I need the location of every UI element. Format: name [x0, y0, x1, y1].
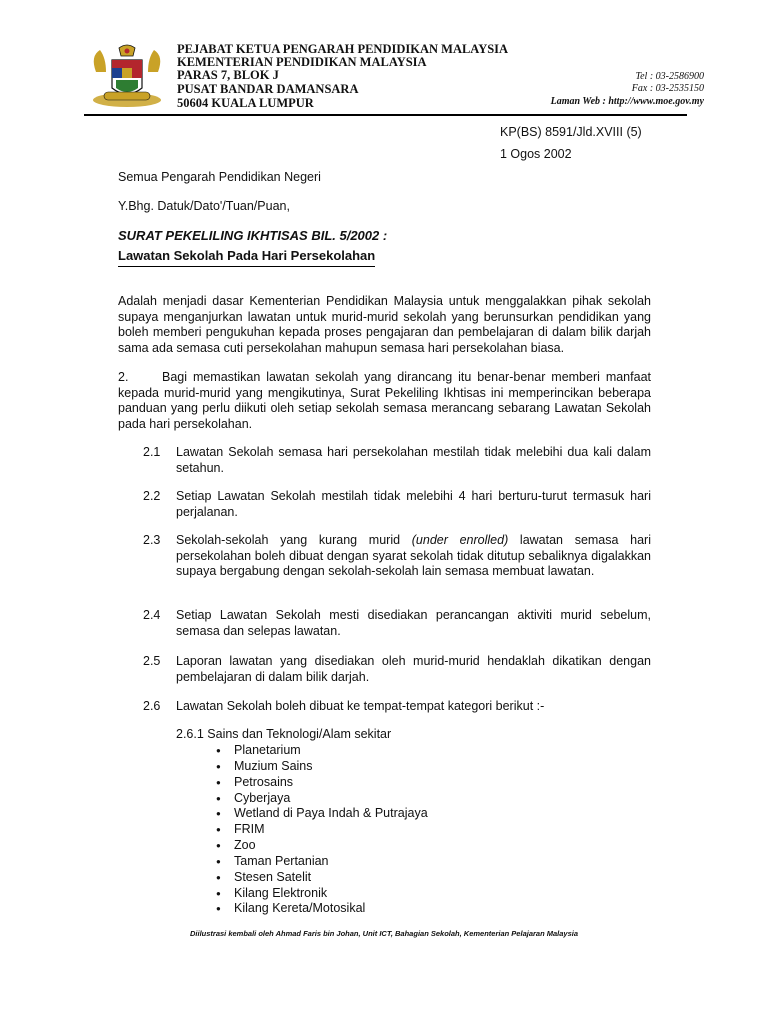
paragraph-2: Bagi memastikan lawatan sekolah yang dirancang itu benar-benar memberi manfaat kepada murid-murid yang mengikutinya, Surat Pekeliling Ikhtisas ini memperincikan beberapa panduan yang perlu diikuti oleh setiap sekolah semasa merancang sebarang Lawatan Sekolah pada hari persekolahan.	[118, 370, 651, 431]
item-number: 2.6	[143, 699, 161, 713]
list-item: ● Petrosains	[216, 775, 428, 791]
item-text: Lawatan Sekolah semasa hari persekolahan mestilah tidak melebihi dua kali dalam setahun.	[176, 445, 651, 475]
org-line-2: KEMENTERIAN PENDIDIKAN MALAYSIA	[177, 55, 427, 69]
tel-number: Tel : 03-2586900	[635, 71, 704, 82]
item-text-part: Sekolah-sekolah yang kurang murid	[176, 533, 412, 547]
item-text: Laporan lawatan yang disediakan oleh murid-murid hendaklah dikatikan dengan pembelajaran di dalam bilik darjah.	[176, 654, 651, 684]
recipient: Semua Pengarah Pendidikan Negeri	[118, 170, 321, 184]
website: Laman Web : http://www.moe.gov.my	[550, 96, 704, 107]
subject: Lawatan Sekolah Pada Hari Persekolahan	[118, 248, 375, 267]
org-line-3: PARAS 7, BLOK J	[177, 68, 279, 82]
item-text: Setiap Lawatan Sekolah mestilah tidak melebihi 4 hari berturu-turut termasuk hari perjalanan.	[176, 489, 651, 519]
item-text: Setiap Lawatan Sekolah mesti disediakan perancangan aktiviti murid sebelum, semasa dan selepas lawatan.	[176, 608, 651, 638]
item-number: 2.5	[143, 654, 161, 668]
footer-credit: Diilustrasi kembali oleh Ahmad Faris bin Johan, Unit ICT, Bahagian Sekolah, Kementerian Pelajaran Malaysia	[189, 929, 579, 938]
list-item: ● Wetland di Paya Indah & Putrajaya	[216, 806, 428, 822]
sub-heading: 2.6.1 Sains dan Teknologi/Alam sekitar	[176, 727, 392, 741]
list-item: ● Kilang Elektronik	[216, 886, 428, 902]
header-rule	[84, 114, 687, 116]
list-item: ● Kilang Kereta/Motosikal	[216, 901, 428, 917]
item-number: 2.2	[143, 489, 161, 503]
list-item: ● Planetarium	[216, 743, 428, 759]
item-text-emphasis: (under enrolled)	[411, 533, 509, 547]
list-item: ● Zoo	[216, 838, 428, 854]
item-text: Lawatan Sekolah boleh dibuat ke tempat-tempat kategori berikut :-	[176, 699, 545, 713]
org-line-5: 50604 KUALA LUMPUR	[177, 96, 314, 110]
fax-number: Fax : 03-2535150	[631, 83, 704, 94]
item-text-part: lawatan semasa hari persekolahan boleh dibuat dengan syarat sekolah tidak ditutup sebaliknya digalakkan supaya bergabung dengan sekolah-sekolah lain semasa membuat lawatan.	[176, 533, 651, 579]
places-list	[216, 743, 428, 917]
item-number: 2.4	[143, 608, 161, 622]
item-number: 2.3	[143, 533, 161, 547]
letter-date: 1 Ogos 2002	[500, 147, 572, 161]
paragraph-2-number: 2.	[118, 370, 129, 384]
list-item: ● Stesen Satelit	[216, 870, 428, 886]
paragraph-1: Adalah menjadi dasar Kementerian Pendidikan Malaysia untuk menggalakkan pihak sekolah supaya menganjurkan lawatan untuk murid-murid sekolah yang berunsurkan pendidikan yang boleh memberi pengukuhan kepada proses pengajaran dan pembelajaran di dalam bilik darjah sama ada semasa cuti persekolahan mahupun semasa hari persekolahan biasa.	[118, 294, 651, 355]
list-item: ● Cyberjaya	[216, 791, 428, 807]
list-item: ● Muzium Sains	[216, 759, 428, 775]
coat-of-arms-crest	[86, 42, 168, 110]
list-item: ● Taman Pertanian	[216, 854, 428, 870]
circular-title: SURAT PEKELILING IKHTISAS BIL. 5/2002 :	[118, 228, 388, 243]
item-text	[176, 533, 651, 580]
salutation: Y.Bhg. Datuk/Dato'/Tuan/Puan,	[118, 199, 290, 213]
list-item: ● FRIM	[216, 822, 428, 838]
reference-number: KP(BS) 8591/Jld.XVIII (5)	[500, 125, 642, 139]
org-line-4: PUSAT BANDAR DAMANSARA	[177, 82, 359, 96]
org-line-1: PEJABAT KETUA PENGARAH PENDIDIKAN MALAYSIA	[177, 42, 509, 56]
item-number: 2.1	[143, 445, 161, 459]
